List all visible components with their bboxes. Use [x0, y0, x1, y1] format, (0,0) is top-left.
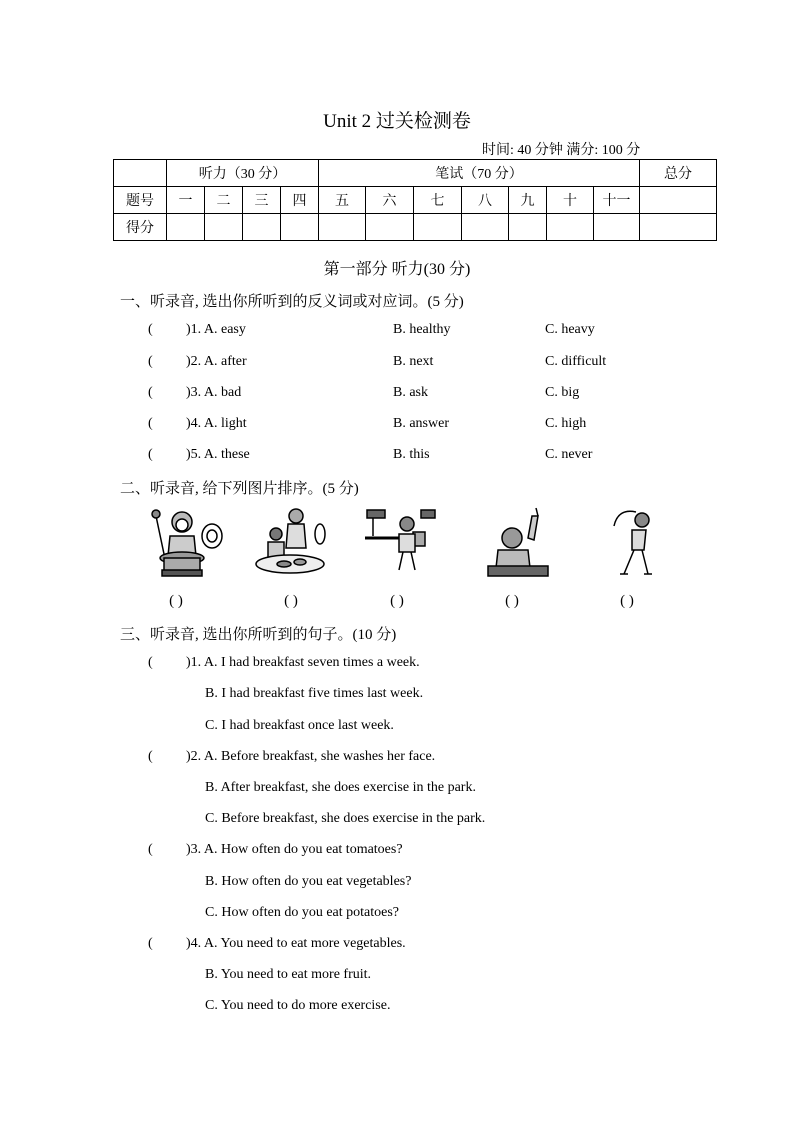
raising-hand-picture — [486, 506, 550, 580]
answer-paren[interactable]: ( — [148, 655, 153, 670]
option-b: B. answer — [393, 416, 449, 431]
order-blank[interactable]: ( ) — [390, 593, 404, 609]
empty-cell — [114, 160, 167, 187]
order-blank[interactable]: ( ) — [169, 593, 183, 609]
question-2: )2. A. after — [186, 354, 247, 369]
order-blank[interactable]: ( ) — [620, 593, 634, 609]
question-1: )1. A. I had breakfast seven times a week. — [186, 655, 420, 670]
order-blank[interactable]: ( ) — [284, 593, 298, 609]
listening-header: 听力（30 分） — [167, 160, 319, 187]
question-5: )5. A. these — [186, 447, 250, 462]
section1-heading: 一、听录音, 选出你所听到的反义词或对应词。(5 分) — [120, 294, 464, 310]
exercising-picture — [610, 506, 656, 580]
section3-heading: 三、听录音, 选出你所听到的句子。(10 分) — [120, 627, 397, 643]
number-cell: 七 — [414, 187, 462, 214]
option-c: C. never — [545, 447, 593, 462]
option-b: B. You need to eat more fruit. — [205, 967, 372, 982]
total-cell — [640, 187, 717, 214]
question-1: )1. A. easy — [186, 322, 246, 337]
option-c: C. big — [545, 385, 580, 400]
time-info: 时间: 40 分钟 满分: 100 分 — [482, 143, 641, 158]
option-b: B. healthy — [393, 322, 451, 337]
number-cell: 一 — [167, 187, 205, 214]
score-cell[interactable] — [319, 214, 366, 241]
number-cell: 四 — [281, 187, 319, 214]
score-cell[interactable] — [167, 214, 205, 241]
answer-paren[interactable]: ( — [148, 354, 153, 369]
score-cell[interactable] — [281, 214, 319, 241]
score-cell[interactable] — [462, 214, 509, 241]
option-b: B. After breakfast, she does exercise in the park. — [205, 780, 476, 795]
score-cell[interactable] — [414, 214, 462, 241]
number-cell: 八 — [462, 187, 509, 214]
total-header: 总分 — [640, 160, 717, 187]
answer-paren[interactable]: ( — [148, 385, 153, 400]
option-c: C. How often do you eat potatoes? — [205, 905, 400, 920]
score-cell[interactable] — [594, 214, 640, 241]
option-c: C. You need to do more exercise. — [205, 998, 391, 1013]
option-c: C. heavy — [545, 322, 595, 337]
number-cell: 三 — [243, 187, 281, 214]
answer-paren[interactable]: ( — [148, 749, 153, 764]
answer-paren[interactable]: ( — [148, 322, 153, 337]
score-cell[interactable] — [366, 214, 414, 241]
question-4: )4. A. light — [186, 416, 247, 431]
going-to-school-picture — [365, 506, 437, 578]
question-4: )4. A. You need to eat more vegetables. — [186, 936, 406, 951]
option-b: B. this — [393, 447, 430, 462]
number-label: 题号 — [114, 187, 167, 214]
option-b: B. ask — [393, 385, 428, 400]
score-label: 得分 — [114, 214, 167, 241]
answer-paren[interactable]: ( — [148, 936, 153, 951]
option-c: C. difficult — [545, 354, 607, 369]
option-c: C. high — [545, 416, 587, 431]
answer-paren[interactable]: ( — [148, 416, 153, 431]
answer-paren[interactable]: ( — [148, 842, 153, 857]
number-cell: 十一 — [594, 187, 640, 214]
option-b: B. I had breakfast five times last week. — [205, 686, 424, 701]
family-meal-picture — [250, 506, 326, 576]
number-cell: 五 — [319, 187, 366, 214]
option-c: C. Before breakfast, she does exercise in the park. — [205, 811, 486, 826]
number-cell: 二 — [205, 187, 243, 214]
score-cell[interactable] — [509, 214, 547, 241]
question-2: )2. A. Before breakfast, she washes her face. — [186, 749, 436, 764]
answer-paren[interactable]: ( — [148, 447, 153, 462]
page-title: Unit 2 过关检测卷 — [323, 111, 471, 132]
number-cell: 十 — [547, 187, 594, 214]
number-cell: 九 — [509, 187, 547, 214]
score-table — [113, 159, 717, 241]
part1-title: 第一部分 听力(30 分) — [323, 261, 471, 278]
score-cell[interactable] — [243, 214, 281, 241]
question-3: )3. A. How often do you eat tomatoes? — [186, 842, 403, 857]
score-cell[interactable] — [640, 214, 717, 241]
score-cell[interactable] — [205, 214, 243, 241]
written-header: 笔试（70 分） — [319, 160, 640, 187]
cooking-picture — [146, 506, 224, 580]
option-b: B. How often do you eat vegetables? — [205, 874, 412, 889]
number-cell: 六 — [366, 187, 414, 214]
section2-heading: 二、听录音, 给下列图片排序。(5 分) — [120, 481, 359, 497]
option-c: C. I had breakfast once last week. — [205, 718, 394, 733]
order-blank[interactable]: ( ) — [505, 593, 519, 609]
score-cell[interactable] — [547, 214, 594, 241]
question-3: )3. A. bad — [186, 385, 242, 400]
option-b: B. next — [393, 354, 434, 369]
